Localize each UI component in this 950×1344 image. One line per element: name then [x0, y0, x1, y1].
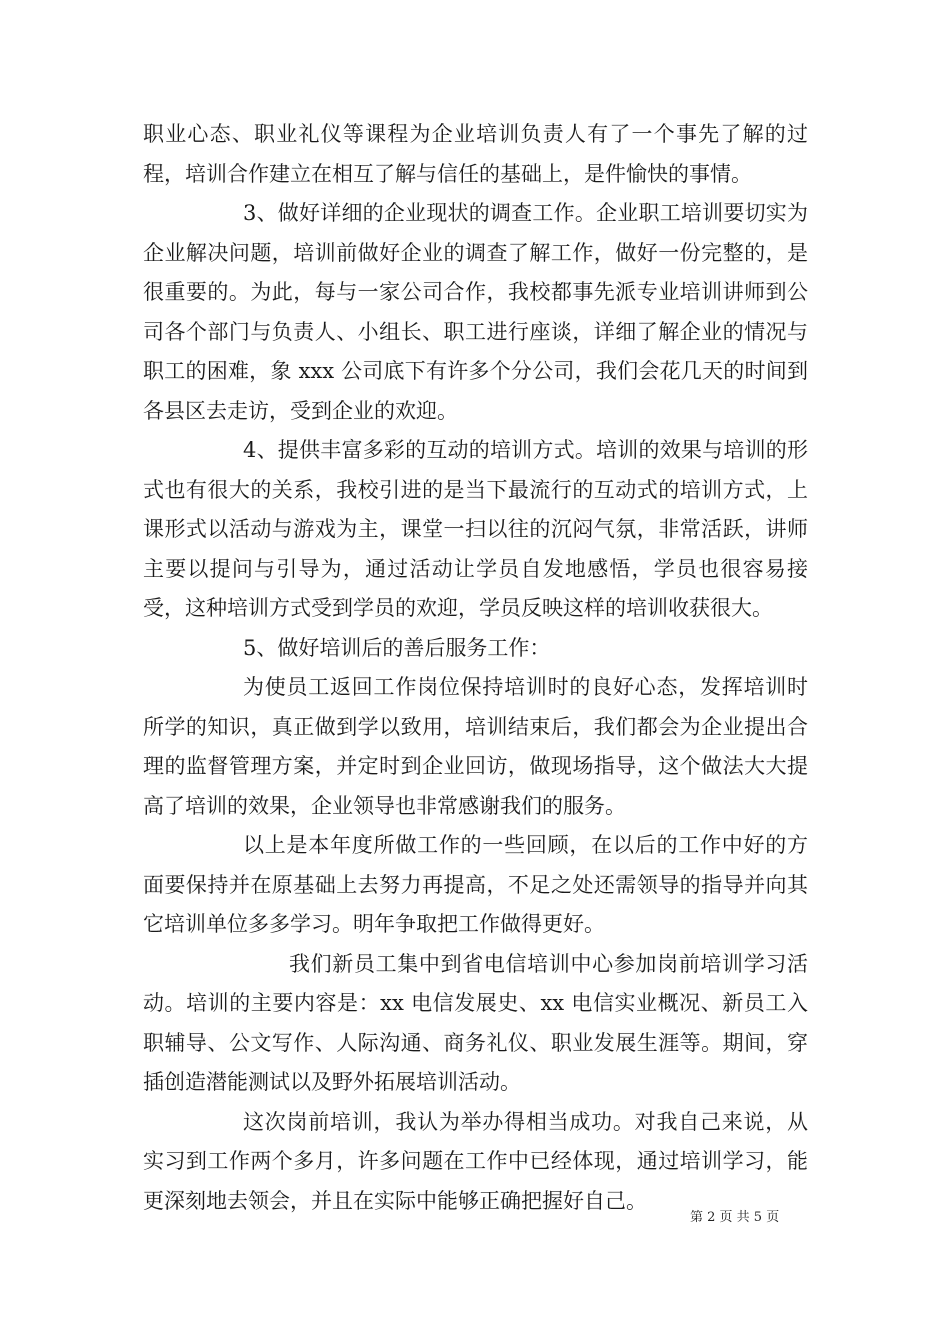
paragraph-item-5-body: 为使员工返回工作岗位保持培训时的良好心态，发挥培训时所学的知识，真正做到学以致用，培训结束后，我们都会为企业提出合理的监督管理方案，并定时到企业回访，做现场指导，这个做法大大提高了培训的效果，企业领导也非常感谢我们的服务。 [143, 675, 808, 818]
paragraph-new-staff-training: 我们新员工集中到省电信培训中心参加岗前培训学习活动。培训的主要内容是：xx 电信发展史、xx 电信实业概况、新员工入职辅导、公文写作、人际沟通、商务礼仪、职业发展生涯等。期间，穿插创造潜能测试以及野外拓展培训活动。 [143, 951, 808, 1094]
paragraph-training-reflection: 这次岗前培训，我认为举办得相当成功。对我自己来说，从实习到工作两个多月，许多问题在工作中已经体现，通过培训学习，能更深刻地去领会，并且在实际中能够正确把握好自己。 [143, 1109, 808, 1213]
paragraph-continuation: 职业心态、职业礼仪等课程为企业培训负责人有了一个事先了解的过程，培训合作建立在相互了解与信任的基础上，是件愉快的事情。 [143, 122, 808, 186]
paragraph-item-4: 4、提供丰富多彩的互动的培训方式。培训的效果与培训的形式也有很大的关系，我校引进的是当下最流行的互动式的培训方式，上课形式以活动与游戏为主，课堂一扫以往的沉闷气氛，非常活跃，讲师主要以提问与引导为，通过活动让学员自发地感悟，学员也很容易接受，这种培训方式受到学员的欢迎，学员反映这样的培训收获很大。 [143, 438, 808, 620]
page-number: 第 2 页 共 5 页 [690, 1210, 780, 1225]
paragraph-summary: 以上是本年度所做工作的一些回顾，在以后的工作中好的方面要保持并在原基础上去努力再提高，不足之处还需领导的指导并向其它培训单位多多学习。明年争取把工作做得更好。 [143, 833, 808, 936]
paragraph-item-5-heading: 5、做好培训后的善后服务工作： [243, 635, 551, 660]
document-body [143, 115, 808, 1221]
paragraph-item-3: 3、做好详细的企业现状的调查工作。企业职工培训要切实为企业解决问题，培训前做好企业的调查了解工作，做好一份完整的，是很重要的。为此，每与一家公司合作，我校都事先派专业培训讲师到公司各个部门与负责人、小组长、职工进行座谈，详细了解企业的情况与职工的困难，象 xxx 公司底下有许多个分公司，我们会花几天的时间到各县区去走访，受到企业的欢迎。 [143, 201, 808, 423]
